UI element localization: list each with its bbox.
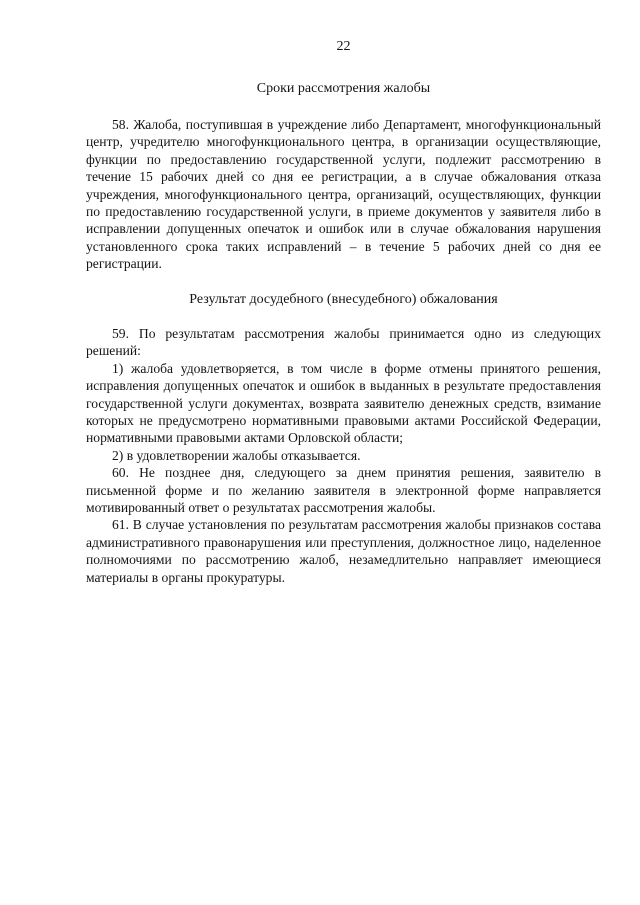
section-heading-complaint-terms: Сроки рассмотрения жалобы [256,81,431,96]
page-number: 22 [336,39,351,54]
paragraph-61: 61. В случае установления по результатам рассмотрения жалобы признаков состава административного правонарушения или преступления, должностное лицо, наделенное полномочиями по рассмотрению жалоб, незамедлительно направляет имеющиеся материалы в органы прокуратуры. [86,517,601,585]
section-body-appeal-result [86,325,601,586]
section-body-complaint-terms [86,116,601,273]
paragraph-60: 60. Не позднее дня, следующего за днем принятия решения, заявителю в письменной форме и по желанию заявителя в электронной форме направляется мотивированный ответ о результатах рассмотрения жалобы. [86,465,601,516]
section-heading-appeal-result: Результат досудебного (внесудебного) обжалования [189,292,498,307]
paragraph-58: 58. Жалоба, поступившая в учреждение либо Департамент, многофункциональный центр, учредителю многофункционального центра, в организации осуществляющие, функции по предоставлению государственной услуги, подлежит рассмотрению в течение 15 рабочих дней со дня ее регистрации, а в случае обжалования отказа учреждения, многофункционального центра, организаций, осуществляющих, функции по предоставлению государственной услуги, в приеме документов у заявителя либо в исправлении допущенных опечаток и ошибок или в случае обжалования нарушения установленного срока таких исправлений – в течение 5 рабочих дней со дня ее регистрации. [86,117,601,272]
paragraph-59-item-1: 1) жалоба удовлетворяется, в том числе в форме отмены принятого решения, исправления допущенных опечаток и ошибок в выданных в результате предоставления государственной услуги документах, возврата заявителю денежных средств, взимание которых не предусмотрено нормативными правовыми актами Российской Федерации, нормативными правовыми актами Орловской области; [86,360,601,446]
paragraph-59: 59. По результатам рассмотрения жалобы принимается одно из следующих решений: [86,326,601,359]
paragraph-59-item-2: 2) в удовлетворении жалобы отказывается. [112,447,361,463]
